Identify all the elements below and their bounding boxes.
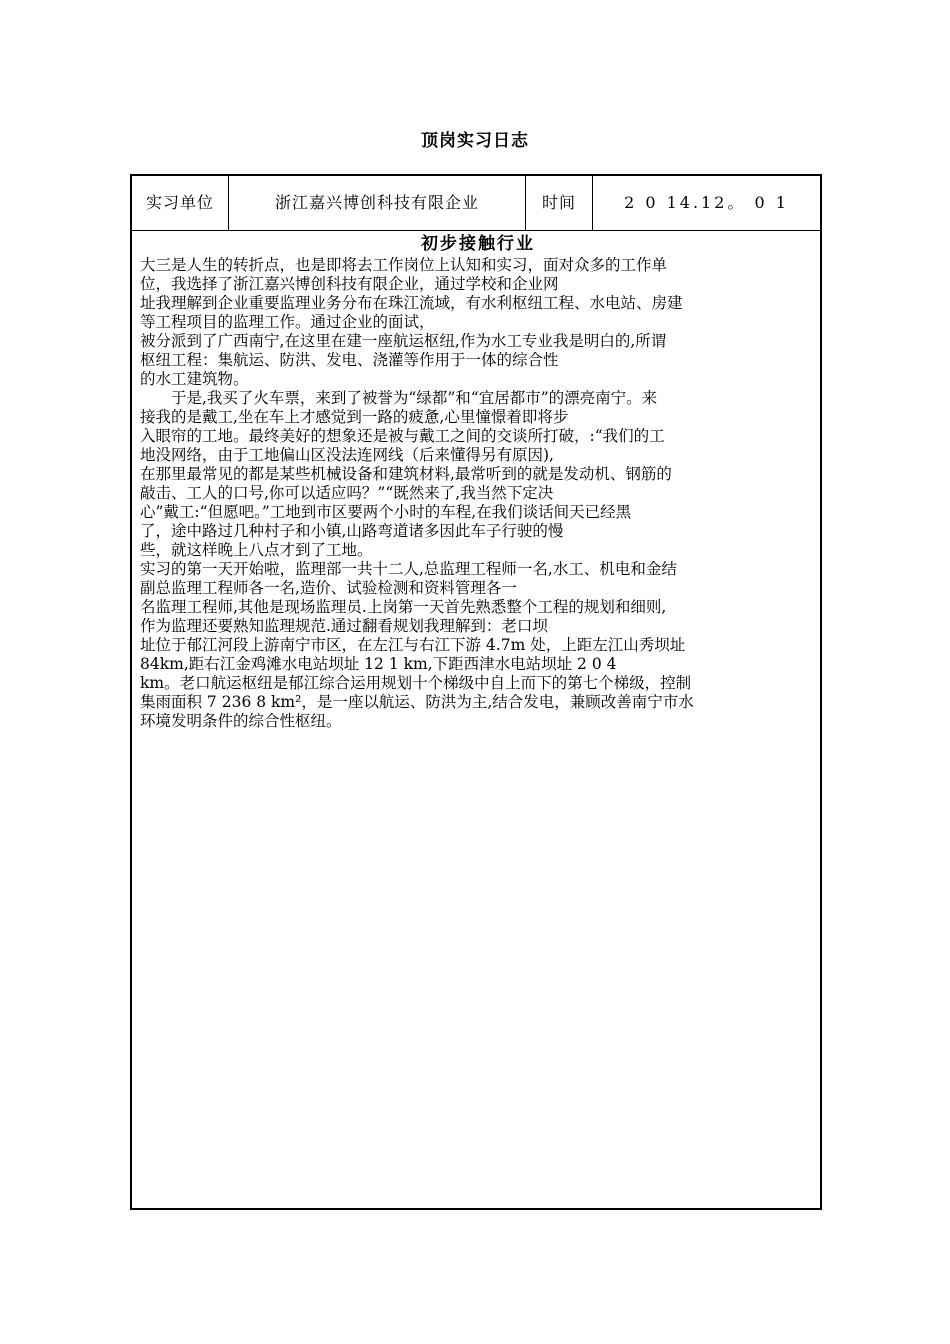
content-line: 等工程项目的监理工作。通过企业的面试， — [140, 313, 435, 331]
content-line: 名监理工程师,其他是现场监理员.上岗第一天首先熟悉整个工程的规划和细则, — [140, 598, 667, 616]
content-line: 环境发明条件的综合性枢纽。 — [140, 712, 342, 730]
time-label: 时间 — [526, 176, 593, 230]
content-line: 敲击、工人的口号,你可以适应吗？”“既然来了,我当然下定决 — [140, 484, 554, 502]
content-line: 了，途中路过几种村子和小镇,山路弯道诸多因此车子行驶的慢 — [140, 522, 564, 540]
content-line: 被分派到了广西南宁,在这里在建一座航运枢纽,作为水工专业我是明白的,所谓 — [140, 332, 667, 350]
log-subtitle: 初步接触行业 — [421, 234, 535, 254]
content-line: 在那里最常见的都是某些机械设备和建筑材料,最常听到的就是发动机、钢筋的 — [140, 465, 672, 483]
log-table — [130, 174, 822, 1210]
content-line: 于是,我买了火车票，来到了被誉为“绿都”和“宜居都市”的漂亮南宁。来 — [140, 389, 658, 407]
content-line: 入眼帘的工地。最终美好的想象还是被与戴工之间的交谈所打破，:“我们的工 — [140, 427, 665, 445]
content-line: 枢纽工程：集航运、防洪、发电、浇灌等作用于一体的综合性 — [140, 351, 559, 369]
content-line: 集雨面积 7 236 8 km²，是一座以航运、防洪为主,结合发电，兼顾改善南宁市水 — [140, 693, 694, 711]
content-line: 些，就这样晚上八点才到了工地。 — [140, 541, 373, 559]
content-line: 址位于郁江河段上游南宁市区，在左江与右江下游 4.7m 处，上距左江山秀坝址 — [140, 636, 686, 654]
content-line: 实习的第一天开始啦，监理部一共十二人,总监理工程师一名,水工、机电和金结 — [140, 560, 677, 578]
content-line: 地没网络，由于工地偏山区没法连网线（后来懂得另有原因), — [140, 446, 554, 464]
content-line: 的水工建筑物。 — [140, 370, 249, 388]
content-line: 接我的是戴工,坐在车上才感觉到一路的疲惫,心里憧憬着即将步 — [140, 408, 569, 426]
content-line: 作为监理还要熟知监理规范.通过翻看规划我理解到：老口坝 — [140, 617, 548, 635]
content-line: 大三是人生的转折点，也是即将去工作岗位上认知和实习，面对众多的工作单 — [140, 256, 668, 274]
log-content — [140, 256, 816, 731]
unit-value: 浙江嘉兴博创科技有限企业 — [229, 176, 526, 230]
content-line: 副总监理工程师各一名,造价、试验检测和资料管理各一 — [140, 579, 517, 597]
document-title: 顶岗实习日志 — [421, 131, 529, 151]
header-row — [132, 176, 820, 231]
content-line: km。老口航运枢纽是郁江综合运用规划十个梯级中自上而下的第七个梯级，控制 — [140, 674, 692, 692]
content-line: 84km,距右江金鸡滩水电站坝址 12 1 km,下距西津水电站坝址 2 0 4 — [140, 655, 617, 673]
log-body — [140, 232, 816, 731]
content-line: 址我理解到企业重要监理业务分布在珠江流域，有水利枢纽工程、水电站、房建 — [140, 294, 683, 312]
content-line: 位，我选择了浙江嘉兴博创科技有限企业，通过学校和企业网 — [140, 275, 559, 293]
time-value: 2 0 14.12。 0 1 — [624, 193, 789, 212]
unit-label: 实习单位 — [132, 176, 229, 230]
content-line: 心”戴工:“但愿吧。”工地到市区要两个小时的车程,在我们谈话间天已经黑 — [140, 503, 632, 521]
